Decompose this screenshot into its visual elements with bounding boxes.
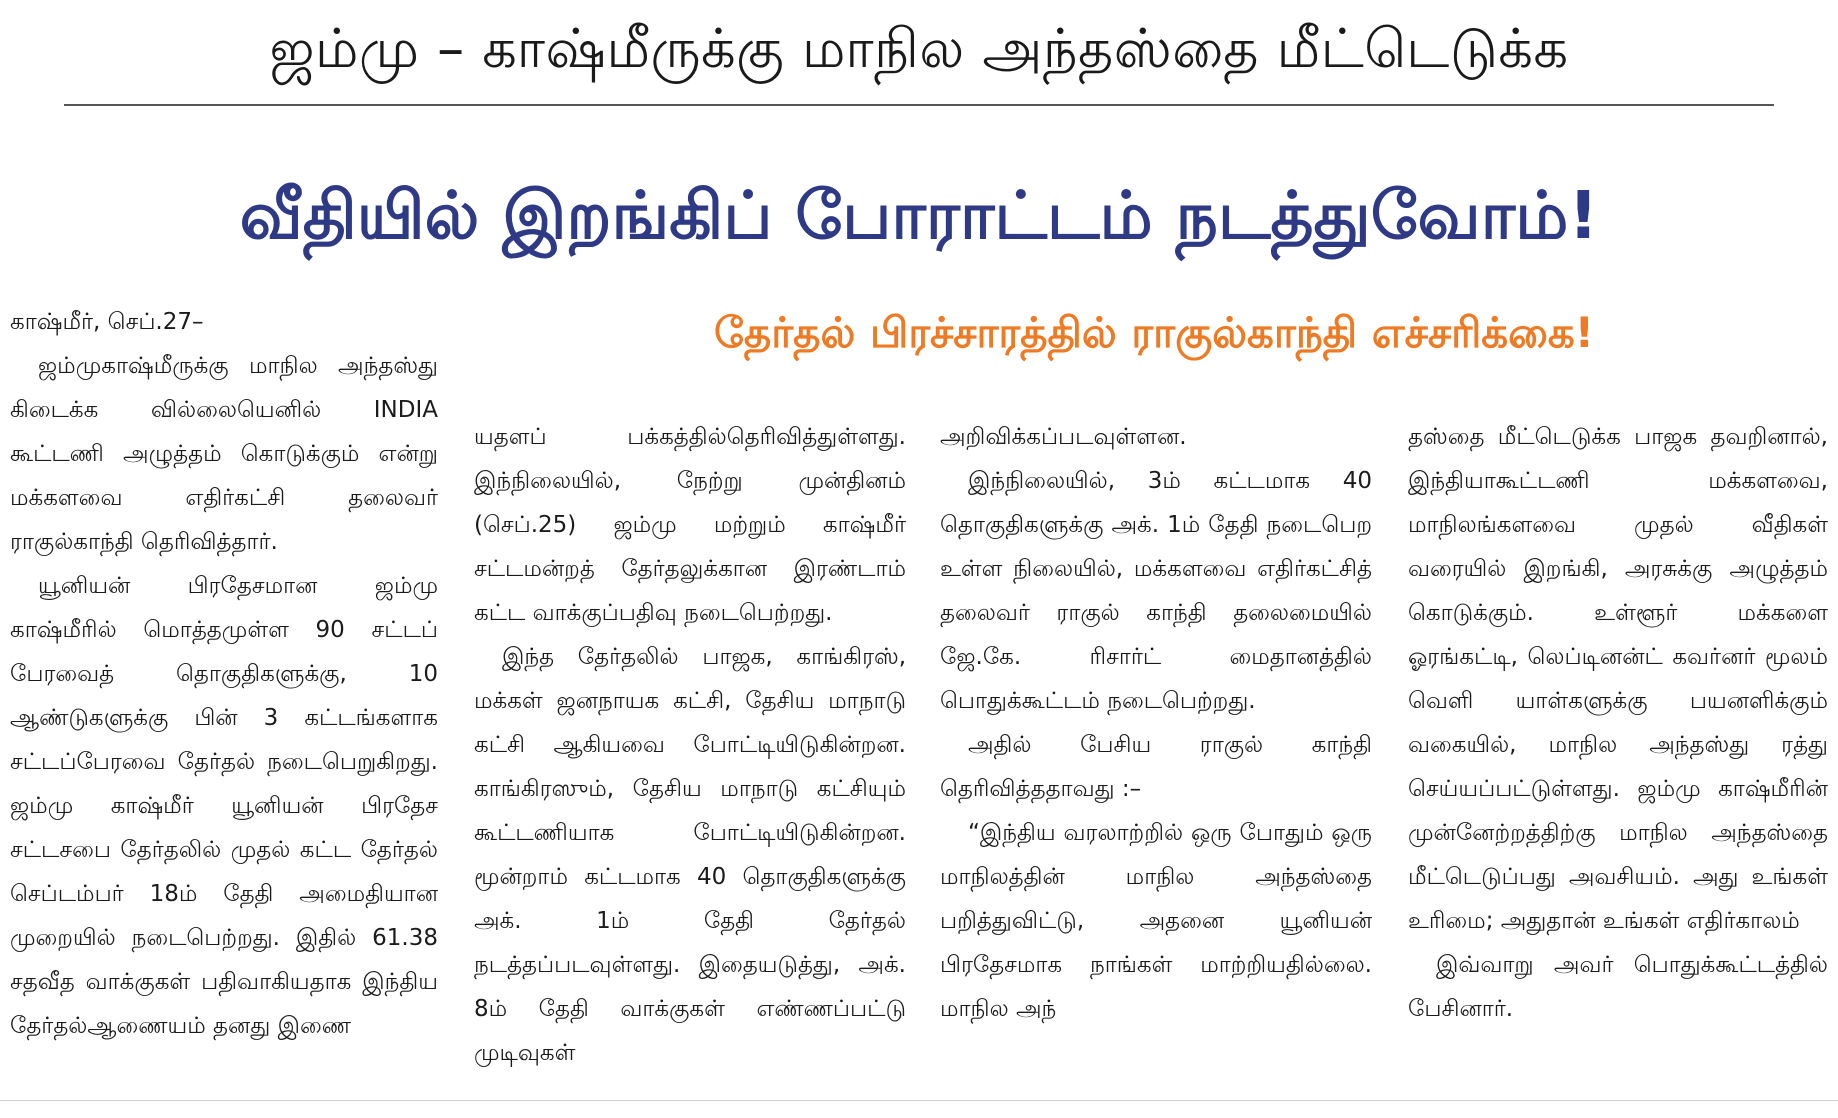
article-paragraph: அறிவிக்கப்படவுள்ளன. [940, 424, 1187, 450]
article-dateline: காஷ்மீர், செப்.27– [10, 309, 204, 335]
article-paragraph: இந்நிலையில், 3ம் கட்டமாக 40 தொகுதிகளுக்கு அக். 1ம் தேதி நடைபெற உள்ள நிலையில், மக்களவை எதிர்கட்சித் தலைவர் ராகுல் காந்தி தலைமையில் ஜே.கே. ரிசார்ட் மைதானத்தில் பொதுக்கூட்டம் நடைபெற்றது. [940, 468, 1372, 714]
article-paragraph: அதில் பேசிய ராகுல் காந்தி தெரிவித்ததாவது :– [940, 732, 1372, 802]
article-kicker: ஜம்மு – காஷ்மீருக்கு மாநில அந்தஸ்தை மீட்டெடுக்க [269, 16, 1569, 80]
article-column-2 [474, 415, 906, 1075]
page-bottom-edge [0, 1100, 1838, 1101]
article-headline: வீதியில் இறங்கிப் போராட்டம் நடத்துவோம்! [239, 177, 1599, 254]
article-paragraph: “இந்திய வரலாற்றில் ஒரு போதும் ஒரு மாநிலத்தின் மாநில அந்தஸ்தை பறித்துவிட்டு, அதனை யூனியன் பிரதேசமாக நாங்கள் மாற்றியதில்லை. மாநில அந் [940, 820, 1372, 1022]
kicker-divider [64, 104, 1774, 106]
article-paragraph: யதளப் பக்கத்தில்தெரிவித்துள்ளது. இந்நிலையில், நேற்று முன்தினம் (செப்.25) ஜம்மு மற்றும் காஷ்மீர் சட்டமன்றத் தேர்தலுக்கான இரண்டாம் கட்ட வாக்குப்பதிவு நடைபெற்றது. [474, 424, 906, 626]
article-paragraph: இந்த தேர்தலில் பாஜக, காங்கிரஸ், மக்கள் ஜனநாயக கட்சி, தேசிய மாநாடு கட்சி ஆகியவை போட்டியிடுகின்றன. காங்கிரஸும், தேசிய மாநாடு கட்சியும் கூட்டணியாக போட்டியிடுகின்றன. மூன்றாம் கட்டமாக 40 தொகுதிகளுக்கு அக். 1ம் தேதி தேர்தல் நடத்தப்படவுள்ளது. இதையடுத்து, அக். 8ம் தேதி வாக்குகள் எண்ணப்பட்டு முடிவுகள் [474, 644, 906, 1066]
article-column-4 [1408, 415, 1828, 1031]
article-paragraph: ஜம்முகாஷ்மீருக்கு மாநில அந்தஸ்து கிடைக்க வில்லையெனில் INDIA கூட்டணி அழுத்தம் கொடுக்கும் என்று மக்களவை எதிர்கட்சி தலைவர் ராகுல்காந்தி தெரிவித்தார். [10, 353, 438, 555]
article-paragraph: தஸ்தை மீட்டெடுக்க பாஜக தவறினால், இந்தியாகூட்டணி மக்களவை, மாநிலங்களவை முதல் வீதிகள் வரையில் இறங்கி, அரசுக்கு அழுத்தம் கொடுக்கும். உள்ளூர் மக்களை ஓரங்கட்டி, லெப்டினன்ட் கவர்னர் மூலம் வெளி யாள்களுக்கு பயனளிக்கும் வகையில், மாநில அந்தஸ்து ரத்து செய்யப்பட்டுள்ளது. ஜம்மு காஷ்மீரின் முன்னேற்றத்திற்கு மாநில அந்தஸ்தை மீட்டெடுப்பது அவசியம். அது உங்கள் உரிமை; அதுதான் உங்கள் எதிர்காலம் [1408, 424, 1828, 934]
article-paragraph: யூனியன் பிரதேசமான ஜம்மு காஷ்மீரில் மொத்தமுள்ள 90 சட்டப் பேரவைத் தொகுதிகளுக்கு, 10 ஆண்டுகளுக்கு பின் 3 கட்டங்களாக சட்டப்பேரவை தேர்தல் நடைபெறுகிறது. ஜம்மு காஷ்மீர் யூனியன் பிரதேச சட்டசபை தேர்தலில் முதல் கட்ட தேர்தல் செப்டம்பர் 18ம் தேதி அமைதியான முறையில் நடைபெற்றது. இதில் 61.38 சதவீத வாக்குகள் பதிவாகியதாக இந்திய தேர்தல்ஆணையம் தனது இணை [10, 573, 438, 1039]
article-column-3 [940, 415, 1372, 1031]
article-subheadline: தேர்தல் பிரச்சாரத்தில் ராகுல்காந்தி எச்சரிக்கை! [714, 307, 1594, 357]
article-column-1 [10, 300, 438, 1048]
article-paragraph: இவ்வாறு அவர் பொதுக்கூட்டத்தில் பேசினார். [1408, 952, 1828, 1022]
